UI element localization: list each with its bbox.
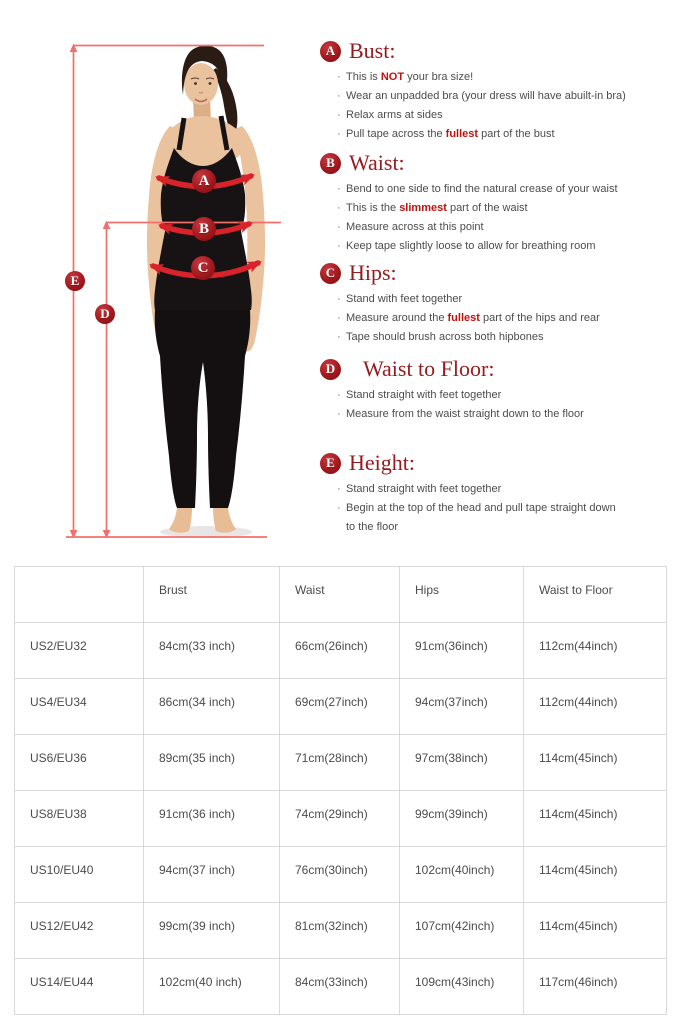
height-bullet-1: · Stand straight with feet together	[337, 480, 666, 499]
table-row	[15, 959, 667, 1015]
section-height	[320, 452, 666, 537]
waist-to-floor-value: 114cm(45inch)	[524, 847, 667, 903]
bullet-dot: ·	[337, 312, 341, 324]
hips-section-badge: C	[320, 263, 341, 284]
height-marker-badge: E	[65, 271, 85, 291]
size-label: US14/EU44	[15, 959, 144, 1015]
bullet-dot: ·	[337, 293, 341, 305]
hips-value: 99cm(39inch)	[400, 791, 524, 847]
bust-bullet-4: · Pull tape across the fullest part of the bust	[337, 125, 666, 144]
bust-value: 99cm(39 inch)	[144, 903, 280, 959]
hips-value: 109cm(43inch)	[400, 959, 524, 1015]
waist-bullet-3: · Measure across at this point	[337, 218, 666, 237]
bullet-dot: ·	[337, 408, 341, 420]
waist-value: 66cm(26inch)	[280, 623, 400, 679]
bullet-dot: ·	[337, 389, 341, 401]
size-table	[14, 566, 667, 1015]
bust-bullet-1: · This is NOT your bra size!	[337, 68, 666, 87]
model-figure-illustration	[0, 0, 320, 560]
waist-to-floor-value: 114cm(45inch)	[524, 791, 667, 847]
bullet-dot: ·	[337, 183, 341, 195]
size-label: US10/EU40	[15, 847, 144, 903]
header-waist: Waist	[280, 567, 400, 623]
bullet-dot: ·	[337, 331, 341, 343]
waist-to-floor-value: 114cm(45inch)	[524, 735, 667, 791]
bullet-dot: ·	[337, 202, 341, 214]
hips-value: 102cm(40inch)	[400, 847, 524, 903]
size-label: US12/EU42	[15, 903, 144, 959]
bullet-dot: ·	[337, 90, 341, 102]
bust-value: 91cm(36 inch)	[144, 791, 280, 847]
hips-marker-badge: C	[191, 256, 215, 280]
size-label: US8/EU38	[15, 791, 144, 847]
table-row	[15, 791, 667, 847]
table-row	[15, 679, 667, 735]
bust-bullet-2: · Wear an unpadded bra (your dress will have abuilt-in bra)	[337, 87, 666, 106]
hips-bullet-2: · Measure around the fullest part of the hips and rear	[337, 309, 666, 328]
bullet-dot: ·	[337, 502, 341, 514]
waist-bullet-2: · This is the slimmest part of the waist	[337, 199, 666, 218]
header-bust: Brust	[144, 567, 280, 623]
table-row	[15, 623, 667, 679]
waist-value: 69cm(27inch)	[280, 679, 400, 735]
woman-model	[147, 46, 265, 533]
size-label: US6/EU36	[15, 735, 144, 791]
waist-bullet-4: · Keep tape slightly loose to allow for breathing room	[337, 237, 666, 256]
bullet-dot: ·	[337, 109, 341, 121]
height-section-badge: E	[320, 453, 341, 474]
height-section-title: Height:	[349, 450, 415, 475]
size-label: US2/EU32	[15, 623, 144, 679]
waist-value: 71cm(28inch)	[280, 735, 400, 791]
model-measurement-figure	[0, 0, 320, 560]
waist-marker-badge: B	[192, 217, 216, 241]
section-bust	[320, 40, 666, 144]
waist-to-floor-value: 117cm(46inch)	[524, 959, 667, 1015]
hips-bullet-1: · Stand with feet together	[337, 290, 666, 309]
waist-bullet-1: · Bend to one side to find the natural crease of your waist	[337, 180, 666, 199]
bust-section-title: Bust:	[349, 38, 396, 63]
bust-value: 84cm(33 inch)	[144, 623, 280, 679]
instructions-column	[320, 0, 672, 566]
bust-value: 94cm(37 inch)	[144, 847, 280, 903]
hips-value: 97cm(38inch)	[400, 735, 524, 791]
waist-section-title: Waist:	[349, 150, 405, 175]
bullet-dot: ·	[337, 483, 341, 495]
bust-marker-badge: A	[192, 169, 216, 193]
waist-to-floor-section-badge: D	[320, 359, 341, 380]
bust-value: 102cm(40 inch)	[144, 959, 280, 1015]
bullet-dot: ·	[337, 71, 341, 83]
section-waist	[320, 152, 666, 256]
size-label: US4/EU34	[15, 679, 144, 735]
waist-to-floor-bullet-2: · Measure from the waist straight down to the floor	[337, 405, 666, 424]
waist-to-floor-marker-badge: D	[95, 304, 115, 324]
waist-to-floor-section-title: Waist to Floor:	[363, 356, 495, 381]
bullet-dot: ·	[337, 221, 341, 233]
waist-to-floor-bullet-1: · Stand straight with feet together	[337, 386, 666, 405]
bust-value: 86cm(34 inch)	[144, 679, 280, 735]
bullet-dot: ·	[337, 128, 341, 140]
bust-bullet-3: · Relax arms at sides	[337, 106, 666, 125]
waist-to-floor-value: 112cm(44inch)	[524, 679, 667, 735]
waist-to-floor-value: 112cm(44inch)	[524, 623, 667, 679]
section-hips	[320, 262, 666, 347]
header-size	[15, 567, 144, 623]
size-table-header-row	[15, 567, 667, 623]
hips-bullet-3: · Tape should brush across both hipbones	[337, 328, 666, 347]
waist-to-floor-value: 114cm(45inch)	[524, 903, 667, 959]
bust-section-badge: A	[320, 41, 341, 62]
size-table-section	[14, 566, 666, 1015]
waist-value: 84cm(33inch)	[280, 959, 400, 1015]
table-row	[15, 903, 667, 959]
waist-section-badge: B	[320, 153, 341, 174]
hips-value: 94cm(37inch)	[400, 679, 524, 735]
hips-value: 107cm(42inch)	[400, 903, 524, 959]
header-hips: Hips	[400, 567, 524, 623]
waist-value: 76cm(30inch)	[280, 847, 400, 903]
bullet-dot: ·	[337, 240, 341, 252]
hips-section-title: Hips:	[349, 260, 397, 285]
header-waist-to-floor: Waist to Floor	[524, 567, 667, 623]
section-waist-to-floor	[320, 358, 666, 424]
waist-value: 74cm(29inch)	[280, 791, 400, 847]
table-row	[15, 847, 667, 903]
height-bullet-2: · Begin at the top of the head and pull tape straight down to the floor	[337, 499, 666, 537]
waist-value: 81cm(32inch)	[280, 903, 400, 959]
table-row	[15, 735, 667, 791]
bust-value: 89cm(35 inch)	[144, 735, 280, 791]
hips-value: 91cm(36inch)	[400, 623, 524, 679]
